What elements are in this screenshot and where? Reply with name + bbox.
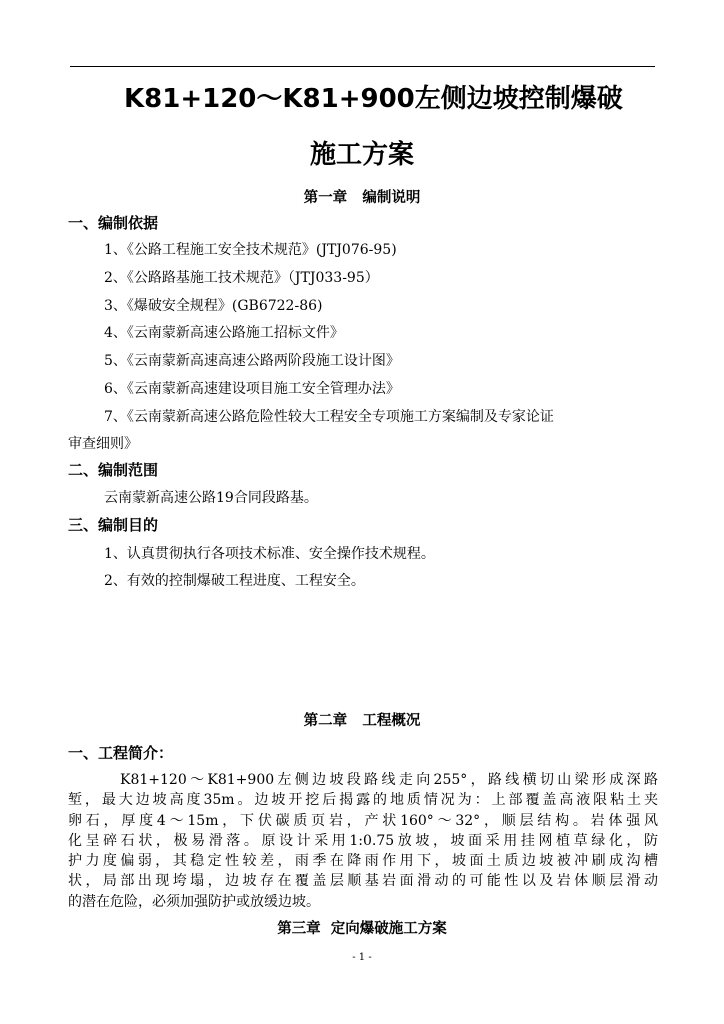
- overview-line-5: 护力度偏弱，其稳定性较差，雨季在降雨作用下，坡面土质边坡被冲刷成沟槽: [68, 853, 658, 870]
- overview-line-6: 状，局部出现垮塌，边坡存在覆盖层顺基岩面滑动的可能性以及岩体顺层滑动: [68, 873, 658, 890]
- basis-item-7-continued: 审查细则》: [68, 436, 138, 452]
- basis-item-4: 4、《云南蒙新高速公路施工招标文件》: [104, 325, 344, 341]
- purpose-item-2: 2、有效的控制爆破工程进度、工程安全。: [104, 573, 365, 589]
- section-purpose-heading: 三、编制目的: [68, 516, 159, 534]
- basis-item-3: 3、《爆破安全规程》(GB6722-86): [104, 298, 323, 314]
- chapter2-title: 第二章 工程概况: [303, 713, 421, 729]
- scope-text: 云南蒙新高速公路19合同段路基。: [104, 490, 318, 506]
- section-scope-heading: 二、编制范围: [68, 461, 159, 479]
- section-basis-heading: 一、编制依据: [68, 214, 159, 232]
- section-overview-heading: 一、工程简介：: [68, 744, 174, 762]
- purpose-item-1: 1、认真贯彻执行各项技术标准、安全操作技术规程。: [104, 546, 435, 562]
- overview-line-7: 的潜在危险，必须加强防护或放缓边坡。: [68, 893, 320, 910]
- overview-line-4: 化呈碎石状，极易滑落。原设计采用1:0.75放坡，坡面采用挂网植草绿化，防: [68, 832, 658, 849]
- overview-line-2: 堑，最大边坡高度35m。边坡开挖后揭露的地质情况为：上部覆盖高液限粘土夹: [68, 792, 658, 809]
- header-rule: [70, 66, 655, 67]
- chapter3-title: 第三章 定向爆破施工方案: [277, 921, 447, 937]
- document-title-line2: 施工方案: [309, 140, 414, 170]
- chapter1-title: 第一章 编制说明: [303, 190, 421, 206]
- overview-line-3: 卵石，厚度4～15m，下伏碳质页岩，产状160°～32°，顺层结构。岩体强风: [68, 812, 658, 829]
- basis-item-1: 1、《公路工程施工安全技术规范》(JTJ076-95): [104, 242, 397, 258]
- overview-paragraph: [68, 770, 658, 912]
- document-title-line1: K81+120～K81+900左侧边坡控制爆破: [124, 84, 623, 114]
- basis-item-7: 7、《云南蒙新高速公路危险性较大工程安全专项施工方案编制及专家论证: [104, 409, 554, 425]
- page-number: - 1 -: [352, 952, 372, 963]
- basis-item-2: 2、《公路路基施工技术规范》（JTJ033-95）: [104, 270, 379, 286]
- overview-line-1: K81+120～K81+900左侧边坡段路线走向255°，路线横切山梁形成深路: [120, 772, 658, 788]
- basis-item-5: 5、《云南蒙新高速高速公路两阶段施工设计图》: [104, 353, 400, 369]
- basis-item-6: 6、《云南蒙新高速建设项目施工安全管理办法》: [104, 381, 400, 397]
